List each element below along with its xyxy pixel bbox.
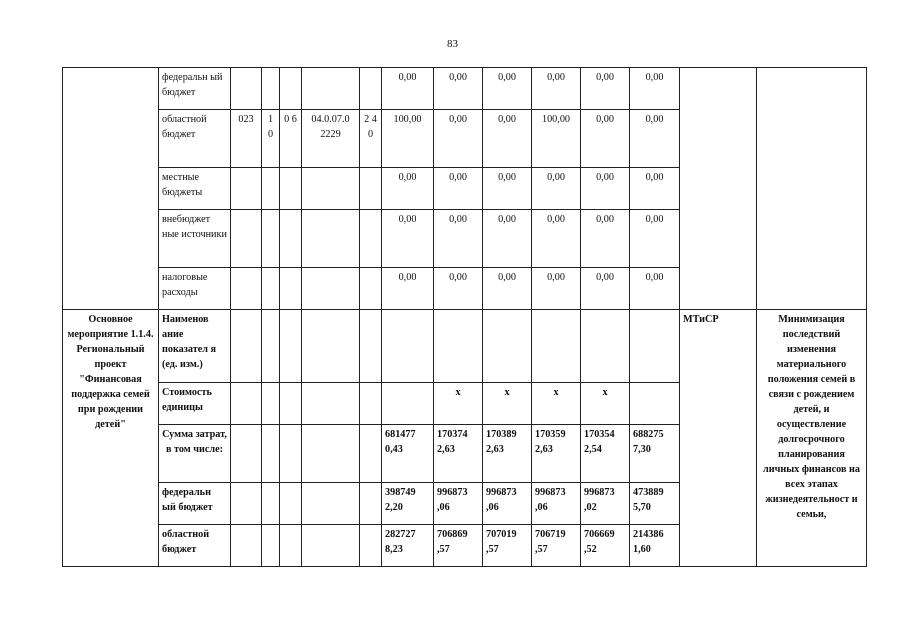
source-cell: федеральн ый бюджет (159, 483, 231, 525)
value-cell: 0,00 (532, 210, 581, 268)
code-cell (360, 168, 382, 210)
value-cell: х (483, 383, 532, 425)
empty-cell (63, 68, 159, 310)
value-cell: 0,00 (630, 68, 680, 110)
code-cell (231, 168, 262, 210)
value-cell: 0,00 (483, 210, 532, 268)
value-cell: 996873 ,06 (532, 483, 581, 525)
value-cell: 170354 2,54 (581, 425, 630, 483)
value-cell: 282727 8,23 (382, 525, 434, 567)
value-cell: 706869 ,57 (434, 525, 483, 567)
value-cell (483, 310, 532, 383)
value-cell (630, 383, 680, 425)
code-cell (262, 425, 280, 483)
value-cell: 170374 2,63 (434, 425, 483, 483)
value-cell: 473889 5,70 (630, 483, 680, 525)
source-cell: федеральн ый бюджет (159, 68, 231, 110)
value-cell (382, 383, 434, 425)
source-cell: областной бюджет (159, 525, 231, 567)
code-cell: 04.0.07.0 2229 (302, 110, 360, 168)
source-cell: областной бюджет (159, 110, 231, 168)
value-cell: 170389 2,63 (483, 425, 532, 483)
code-cell (360, 68, 382, 110)
value-cell: 0,00 (630, 168, 680, 210)
code-cell (280, 310, 302, 383)
value-cell: 0,00 (434, 110, 483, 168)
value-cell: х (581, 383, 630, 425)
code-cell (360, 483, 382, 525)
value-cell: х (532, 383, 581, 425)
code-cell: 023 (231, 110, 262, 168)
code-cell (262, 168, 280, 210)
code-cell (302, 425, 360, 483)
source-cell: Наименов ание показател я (ед. изм.) (159, 310, 231, 383)
value-cell (630, 310, 680, 383)
value-cell: 0,00 (630, 268, 680, 310)
value-cell: 706719 ,57 (532, 525, 581, 567)
code-cell (231, 425, 262, 483)
value-cell: 0,00 (483, 268, 532, 310)
code-cell (231, 68, 262, 110)
empty-cell (757, 68, 867, 310)
page-number: 83 (447, 38, 458, 50)
code-cell (302, 68, 360, 110)
value-cell: 0,00 (581, 210, 630, 268)
code-cell (231, 210, 262, 268)
code-cell: 2 4 0 (360, 110, 382, 168)
source-cell: Стоимость единицы (159, 383, 231, 425)
value-cell: 707019 ,57 (483, 525, 532, 567)
table-row (63, 68, 867, 110)
code-cell (262, 383, 280, 425)
value-cell: 688275 7,30 (630, 425, 680, 483)
code-cell (280, 210, 302, 268)
value-cell: 0,00 (382, 68, 434, 110)
code-cell (280, 68, 302, 110)
value-cell: 0,00 (532, 268, 581, 310)
executor-cell: МТиСР (680, 310, 757, 567)
value-cell: 996873 ,06 (483, 483, 532, 525)
code-cell (280, 425, 302, 483)
value-cell: 0,00 (434, 168, 483, 210)
value-cell: 0,00 (532, 68, 581, 110)
code-cell (360, 525, 382, 567)
value-cell: 100,00 (532, 110, 581, 168)
code-cell (280, 525, 302, 567)
value-cell: 0,00 (581, 110, 630, 168)
code-cell (231, 268, 262, 310)
code-cell (280, 383, 302, 425)
code-cell (302, 383, 360, 425)
value-cell: 0,00 (581, 68, 630, 110)
code-cell (262, 483, 280, 525)
empty-cell (680, 68, 757, 310)
source-cell: местные бюджеты (159, 168, 231, 210)
value-cell: 996873 ,06 (434, 483, 483, 525)
source-cell: налоговые расходы (159, 268, 231, 310)
value-cell: 0,00 (630, 210, 680, 268)
code-cell (262, 525, 280, 567)
value-cell: 0,00 (382, 268, 434, 310)
code-cell (280, 483, 302, 525)
value-cell: 214386 1,60 (630, 525, 680, 567)
code-cell (360, 310, 382, 383)
result-cell: Минимизация последствий изменения материального положения семей в связи с рождением детей, и осуществление долгосрочного планирования личных финансов на всех этапах жизнедеятельност и семьи, (757, 310, 867, 567)
code-cell (302, 210, 360, 268)
code-cell (360, 383, 382, 425)
budget-table (62, 67, 867, 567)
value-cell: 0,00 (532, 168, 581, 210)
value-cell (532, 310, 581, 383)
value-cell: 706669 ,52 (581, 525, 630, 567)
code-cell: 1 0 (262, 110, 280, 168)
table-row (63, 310, 867, 383)
measure-name-cell: Основное мероприятие 1.1.4. Региональный проект "Финансовая поддержка семей при рождении детей" (63, 310, 159, 567)
value-cell: 0,00 (434, 68, 483, 110)
value-cell (434, 310, 483, 383)
code-cell: 0 6 (280, 110, 302, 168)
value-cell: 398749 2,20 (382, 483, 434, 525)
value-cell: 0,00 (581, 168, 630, 210)
source-cell: Сумма затрат, в том числе: (159, 425, 231, 483)
value-cell: 0,00 (581, 268, 630, 310)
value-cell: 0,00 (382, 210, 434, 268)
code-cell (360, 210, 382, 268)
code-cell (302, 525, 360, 567)
code-cell (231, 525, 262, 567)
code-cell (262, 68, 280, 110)
value-cell: 0,00 (434, 268, 483, 310)
code-cell (280, 168, 302, 210)
code-cell (302, 168, 360, 210)
code-cell (360, 425, 382, 483)
code-cell (280, 268, 302, 310)
source-cell: внебюджет ные источники (159, 210, 231, 268)
value-cell: 0,00 (630, 110, 680, 168)
code-cell (360, 268, 382, 310)
code-cell (302, 268, 360, 310)
code-cell (302, 310, 360, 383)
code-cell (262, 268, 280, 310)
code-cell (262, 310, 280, 383)
value-cell: 681477 0,43 (382, 425, 434, 483)
code-cell (231, 483, 262, 525)
value-cell: х (434, 383, 483, 425)
value-cell: 996873 ,02 (581, 483, 630, 525)
value-cell: 0,00 (483, 68, 532, 110)
value-cell: 100,00 (382, 110, 434, 168)
code-cell (262, 210, 280, 268)
value-cell: 170359 2,63 (532, 425, 581, 483)
value-cell (382, 310, 434, 383)
value-cell (581, 310, 630, 383)
code-cell (302, 483, 360, 525)
code-cell (231, 310, 262, 383)
value-cell: 0,00 (382, 168, 434, 210)
value-cell: 0,00 (483, 168, 532, 210)
code-cell (231, 383, 262, 425)
value-cell: 0,00 (483, 110, 532, 168)
value-cell: 0,00 (434, 210, 483, 268)
